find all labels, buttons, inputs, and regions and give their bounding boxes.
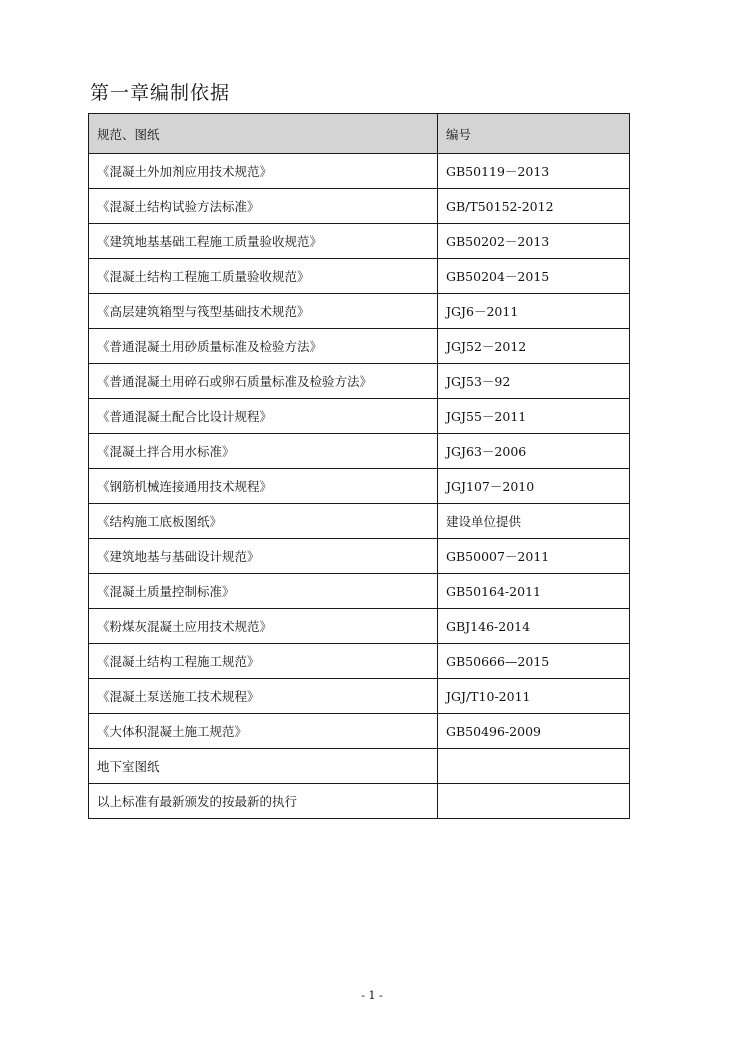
spec-code-cell: GB50164-2011 [438, 574, 630, 609]
spec-code-cell: GB/T50152-2012 [438, 189, 630, 224]
table-row [89, 539, 630, 574]
header-code: 编号 [438, 114, 630, 154]
spec-code-cell: GB50119－2013 [438, 154, 630, 189]
spec-code-cell: JGJ63－2006 [438, 434, 630, 469]
spec-name-cell: 《钢筋机械连接通用技术规程》 [89, 469, 438, 504]
spec-name-cell: 《混凝土结构工程施工质量验收规范》 [89, 259, 438, 294]
spec-code-cell: GB50007－2011 [438, 539, 630, 574]
table-row [89, 749, 630, 784]
spec-code-cell: 建设单位提供 [438, 504, 630, 539]
table-row [89, 434, 630, 469]
spec-code-cell: GB50202－2013 [438, 224, 630, 259]
spec-name-cell: 《粉煤灰混凝土应用技术规范》 [89, 609, 438, 644]
spec-name-cell: 《高层建筑箱型与筏型基础技术规范》 [89, 294, 438, 329]
spec-name-cell: 《普通混凝土配合比设计规程》 [89, 399, 438, 434]
table-header-row [89, 114, 630, 154]
table-row [89, 574, 630, 609]
table-row [89, 259, 630, 294]
spec-name-cell: 《混凝土外加剂应用技术规范》 [89, 154, 438, 189]
spec-code-cell: GB50666—2015 [438, 644, 630, 679]
spec-code-cell [438, 784, 630, 819]
table-row [89, 399, 630, 434]
table-row [89, 189, 630, 224]
spec-name-cell: 以上标准有最新颁发的按最新的执行 [89, 784, 438, 819]
table-row [89, 294, 630, 329]
table-row [89, 714, 630, 749]
spec-code-cell: JGJ52－2012 [438, 329, 630, 364]
chapter-title: 第一章编制依据 [90, 82, 231, 104]
table-row [89, 679, 630, 714]
spec-name-cell: 《普通混凝土用碎石或卵石质量标准及检验方法》 [89, 364, 438, 399]
spec-code-cell: JGJ6－2011 [438, 294, 630, 329]
spec-code-cell: JGJ55－2011 [438, 399, 630, 434]
spec-name-cell: 《混凝土拌合用水标准》 [89, 434, 438, 469]
page-number: - 1 - [361, 989, 383, 1002]
spec-code-cell: JGJ/T10-2011 [438, 679, 630, 714]
table-row [89, 154, 630, 189]
table-row [89, 469, 630, 504]
spec-name-cell: 《混凝土结构工程施工规范》 [89, 644, 438, 679]
spec-code-cell: JGJ107－2010 [438, 469, 630, 504]
spec-table [88, 113, 630, 819]
table-row [89, 784, 630, 819]
spec-code-cell [438, 749, 630, 784]
spec-name-cell: 《大体积混凝土施工规范》 [89, 714, 438, 749]
spec-name-cell: 《建筑地基基础工程施工质量验收规范》 [89, 224, 438, 259]
spec-name-cell: 《建筑地基与基础设计规范》 [89, 539, 438, 574]
table-body [89, 154, 630, 819]
spec-name-cell: 《普通混凝土用砂质量标准及检验方法》 [89, 329, 438, 364]
table-row [89, 364, 630, 399]
table-row [89, 504, 630, 539]
table-row [89, 609, 630, 644]
spec-code-cell: GB50204－2015 [438, 259, 630, 294]
spec-name-cell: 《混凝土泵送施工技术规程》 [89, 679, 438, 714]
spec-name-cell: 《结构施工底板图纸》 [89, 504, 438, 539]
header-spec: 规范、图纸 [89, 114, 438, 154]
spec-code-cell: JGJ53－92 [438, 364, 630, 399]
table-row [89, 644, 630, 679]
spec-name-cell: 《混凝土质量控制标准》 [89, 574, 438, 609]
spec-name-cell: 《混凝土结构试验方法标准》 [89, 189, 438, 224]
table-row [89, 329, 630, 364]
spec-code-cell: GB50496-2009 [438, 714, 630, 749]
spec-name-cell: 地下室图纸 [89, 749, 438, 784]
spec-code-cell: GBJ146-2014 [438, 609, 630, 644]
table-row [89, 224, 630, 259]
